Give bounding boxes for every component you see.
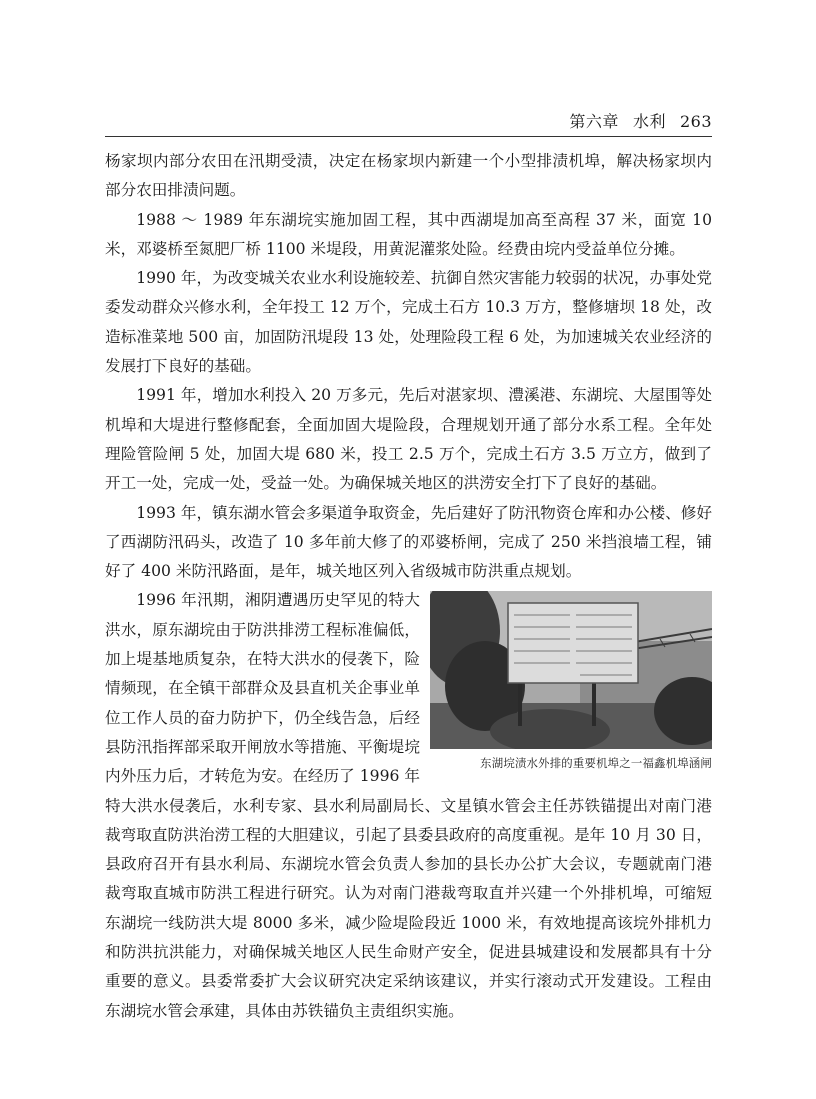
paragraph-1996: 1996 年汛期，湘阴遭遇历史罕见的特大洪水，原东湖垸由于防洪排涝工程标准偏低，加上堤基地质复杂，在特大洪水的侵袭下，险情频现，在全镇干部群众及县直机关企事业单位工作人员的奋力防护下，仍全线告急，后经县防汛指挥部采取开闸放水等措施、平衡堤垸内外压力后，才转危为安。在经历了 1996 年特大洪水侵袭后，水利专家、县水利局副局长、文星镇水管会主任苏铁锚提出对南门港裁弯取直防洪治涝工程的大胆建议，引起了县委县政府的高度重视。是年 10 月 30 日，县政府召开有县水利局、东湖垸水管会负责人参加的县长办公扩大会议，专题就南门港裁弯取直城市防洪工程进行研究。认为对南门港裁弯取直并兴建一个外排机埠，可缩短东湖垸一线防洪大堤 8000 多米，减少险堤险段近 1000 米，有效地提高该垸外排机力和防洪抗洪能力，对确保城关地区人民生命财产安全，促进县城建设和发展都具有十分重要的意义。县委常委扩大会议研究决定采纳该建议，并实行滚动式开发建设。工程由东湖垸水管会承建，具体由苏铁锚负主责组织实施。 (105, 591, 712, 1020)
paragraph-continued: 杨家坝内部分农田在汛期受渍，决定在杨家坝内新建一个小型排渍机埠，解决杨家坝内部分农田排渍问题。 (105, 152, 712, 200)
page-number: 263 (679, 112, 712, 131)
paragraph-1990: 1990 年，为改变城关农业水利设施较差、抗御自然灾害能力较弱的状况，办事处党委发动群众兴修水利，全年投工 12 万个，完成土石方 10.3 万方，整修塘坝 18 处，改造标准菜地 500 亩，加固防汛堤段 13 处，处理险段工程 6 处，为加速城关农业经济的发展打下良好的基础。 (105, 269, 712, 376)
paragraph-1988: 1988 ～ 1989 年东湖垸实施加固工程，其中西湖堤加高至高程 37 米，面宽 10 米，邓婆桥至氮肥厂桥 1100 米堤段，用黄泥灌浆处险。经费由垸内受益单位分摊。 (105, 210, 712, 258)
paragraph-1991: 1991 年，增加水利投入 20 万多元，先后对湛家坝、澧溪港、东湖垸、大屋围等处机埠和大堤进行整修配套，全面加固大堤险段，合理规划开通了部分水系工程。全年处理险管险闸 5 处，加固大堤 680 米，投工 2.5 万个，完成土石方 3.5 万立方，做到了开工一处，完成一处，受益一处。为确保城关地区的洪涝安全打下了良好的基础。 (105, 386, 712, 493)
header-rule (105, 136, 712, 137)
figure-caption: 东湖垸渍水外排的重要机埠之一福鑫机埠涵闸 (480, 756, 712, 771)
chapter-label: 第六章 (569, 112, 619, 131)
body-text (105, 147, 712, 1026)
paragraph-1993: 1993 年，镇东湖水管会多渠道争取资金，先后建好了防汛物资仓库和办公楼、修好了西湖防汛码头，改造了 10 多年前大修了的邓婆桥闸，完成了 250 米挡浪墙工程，铺好了 400 米防汛路面，是年，城关地区列入省级城市防洪重点规划。 (105, 503, 712, 581)
photo-sign-and-sluice (430, 591, 712, 749)
section-label: 水利 (632, 112, 666, 131)
running-header (105, 111, 712, 133)
figure (426, 586, 712, 780)
